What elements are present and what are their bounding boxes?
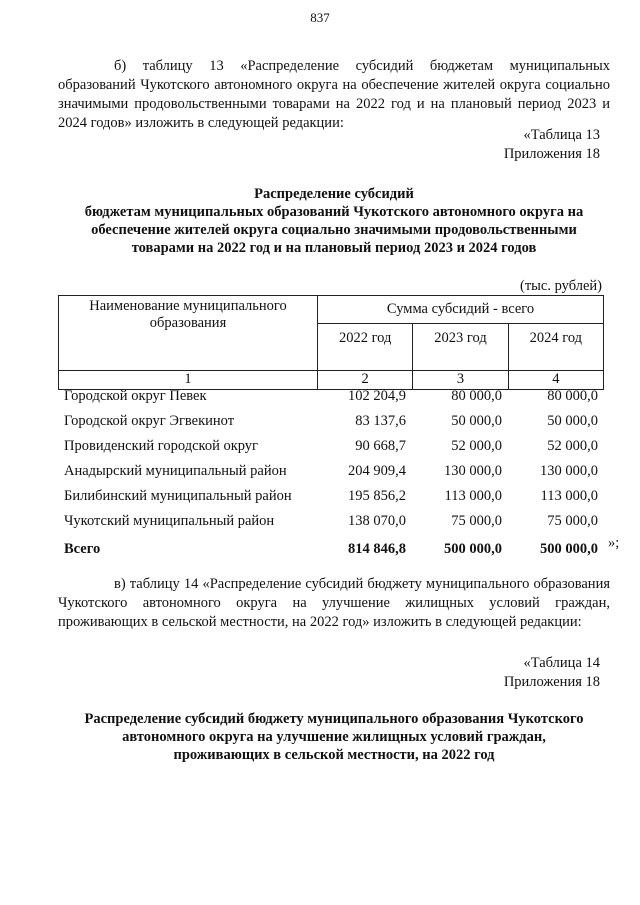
section-c-ref-table: «Таблица 14 bbox=[523, 655, 600, 671]
col-number-4: 4 bbox=[508, 371, 603, 390]
row-value-2023: 75 000,0 bbox=[451, 513, 502, 529]
section-b-reference bbox=[504, 126, 600, 164]
table-row bbox=[58, 509, 604, 534]
row-name: Билибинский муниципальный район bbox=[64, 488, 292, 504]
section-b-title-line3: обеспечение жителей округа социально значимыми продовольственными bbox=[91, 222, 577, 238]
table-total-row bbox=[58, 534, 604, 564]
header-year-2023: 2023 год bbox=[413, 324, 508, 371]
section-c-paragraph: в) таблицу 14 «Распределение субсидий бюджету муниципального образования Чукотского автономного округа на улучшение жилищных условий граждан, проживающих в сельской местности, на 2022 год» изложить в следующей редакции: bbox=[58, 576, 610, 630]
section-c-title-line2: автономного округа на улучшение жилищных условий граждан, bbox=[122, 729, 546, 745]
section-c-reference bbox=[504, 654, 600, 692]
row-value-2022: 90 668,7 bbox=[355, 438, 406, 454]
row-value-2022: 102 204,9 bbox=[348, 388, 406, 404]
total-label: Всего bbox=[64, 540, 101, 557]
row-value-2024: 50 000,0 bbox=[547, 413, 598, 429]
header-year-2024: 2024 год bbox=[508, 324, 603, 371]
row-value-2023: 50 000,0 bbox=[451, 413, 502, 429]
row-value-2022: 204 909,4 bbox=[348, 463, 406, 479]
section-b-title bbox=[58, 185, 610, 257]
header-year-2022: 2022 год bbox=[318, 324, 413, 371]
header-name: Наименование муниципального образования bbox=[59, 296, 318, 371]
row-value-2024: 75 000,0 bbox=[547, 513, 598, 529]
row-value-2024: 52 000,0 bbox=[547, 438, 598, 454]
row-value-2023: 113 000,0 bbox=[444, 488, 502, 504]
col-number-3: 3 bbox=[413, 371, 508, 390]
col-number-2: 2 bbox=[318, 371, 413, 390]
row-value-2022: 195 856,2 bbox=[348, 488, 406, 504]
row-name: Провиденский городской округ bbox=[64, 438, 259, 454]
section-b-title-line1: Распределение субсидий bbox=[254, 186, 414, 202]
section-b-title-line2: бюджетам муниципальных образований Чукотского автономного округа на bbox=[84, 204, 584, 220]
section-c-title bbox=[58, 710, 610, 764]
row-value-2024: 80 000,0 bbox=[547, 388, 598, 404]
row-name: Городской округ Певек bbox=[64, 388, 207, 404]
row-value-2023: 52 000,0 bbox=[451, 438, 502, 454]
row-value-2023: 130 000,0 bbox=[444, 463, 502, 479]
section-b-title-line4: товарами на 2022 год и на плановый период 2023 и 2024 годов bbox=[131, 240, 537, 256]
total-value-2024: 500 000,0 bbox=[540, 540, 598, 557]
table-row bbox=[58, 484, 604, 509]
row-name: Анадырский муниципальный район bbox=[64, 463, 287, 479]
row-name: Чукотский муниципальный район bbox=[64, 513, 275, 529]
section-c-title-line3: проживающих в сельской местности, на 2022 год bbox=[173, 747, 495, 763]
table-row bbox=[58, 434, 604, 459]
row-value-2024: 113 000,0 bbox=[540, 488, 598, 504]
row-name: Городской округ Эгвекинот bbox=[64, 413, 235, 429]
total-value-2022: 814 846,8 bbox=[348, 540, 406, 557]
section-b-paragraph: б) таблицу 13 «Распределение субсидий бюджетам муниципальных образований Чукотского автономного округа на обеспечение жителей округа социально значимыми продовольственными товарами на 2022 год и на плановый период 2023 и 2024 годов» изложить в следующей редакции: bbox=[58, 58, 610, 131]
section-c-title-line1: Распределение субсидий бюджету муниципального образования Чукотского bbox=[84, 711, 584, 727]
col-number-1: 1 bbox=[59, 371, 318, 390]
table-row bbox=[58, 384, 604, 409]
subsidy-table-header bbox=[58, 295, 604, 390]
total-value-2023: 500 000,0 bbox=[444, 540, 502, 557]
table-closing-mark: »; bbox=[608, 535, 620, 551]
page-number: 837 bbox=[310, 10, 330, 25]
section-b-ref-table: «Таблица 13 bbox=[523, 127, 600, 143]
row-value-2022: 83 137,6 bbox=[355, 413, 406, 429]
row-value-2022: 138 070,0 bbox=[348, 513, 406, 529]
section-b-ref-appendix: Приложения 18 bbox=[503, 146, 600, 162]
row-value-2024: 130 000,0 bbox=[540, 463, 598, 479]
section-c-ref-appendix: Приложения 18 bbox=[503, 674, 600, 690]
subsidy-table-body bbox=[58, 384, 604, 564]
header-sum: Сумма субсидий - всего bbox=[318, 296, 604, 324]
row-value-2023: 80 000,0 bbox=[451, 388, 502, 404]
table-row bbox=[58, 409, 604, 434]
units-label: (тыс. рублей) bbox=[520, 278, 602, 294]
table-row bbox=[58, 459, 604, 484]
